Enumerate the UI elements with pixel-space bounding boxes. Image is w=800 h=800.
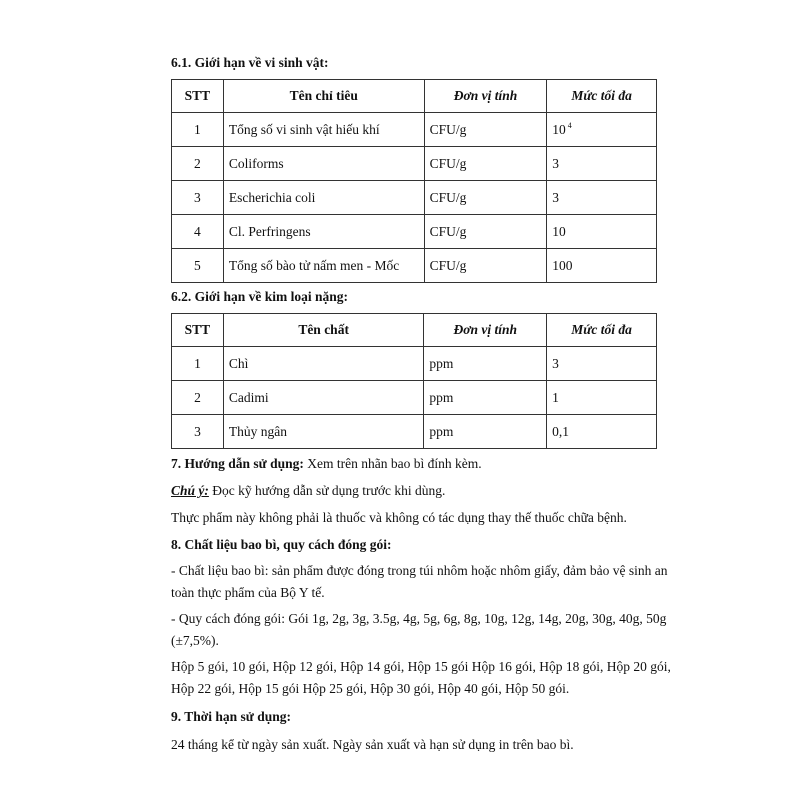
packing-spec-line-1: - Quy cách đóng gói: Gói 1g, 2g, 3g, 3.5g, 4g, 5g, 6g, 8g, 10g, 12g, 14g, 20g, 30g, 40g, 50g [171,611,667,626]
usage-note [171,483,445,499]
shelf-life-text: 24 tháng kể từ ngày sản xuất. Ngày sản xuất và hạn sử dụng in trên bao bì. [171,737,574,752]
cell-max: 100 [547,249,657,283]
usage-label: 7. Hướng dẫn sử dụng: [171,456,304,471]
packaging-material-line-1: - Chất liệu bao bì: sản phẩm được đóng trong túi nhôm hoặc nhôm giấy, đảm bảo vệ sinh an [171,563,668,578]
table-row [172,181,657,215]
cell-name: Cl. Perfringens [223,215,424,249]
cell-stt: 1 [172,347,224,381]
box-spec-line-1: Hộp 5 gói, 10 gói, Hộp 12 gói, Hộp 14 gói, Hộp 15 gói Hộp 16 gói, Hộp 18 gói, Hộp 20 gói, [171,659,671,674]
section-8-title: 8. Chất liệu bao bì, quy cách đóng gói: [171,537,392,552]
section-6-1-title: 6.1. Giới hạn về vi sinh vật: [171,55,329,70]
cell-name: Cadimi [223,381,423,415]
table-row [172,147,657,181]
header-name: Tên chỉ tiêu [223,80,424,113]
cell-stt: 5 [172,249,224,283]
cell-unit: CFU/g [424,181,547,215]
table-header-row [172,314,657,347]
table-row [172,381,657,415]
note-text: Đọc kỹ hướng dẫn sử dụng trước khi dùng. [208,483,446,498]
table-row [172,113,657,147]
header-stt: STT [172,80,224,113]
microbial-limits-table [171,79,657,283]
header-name: Tên chất [223,314,423,347]
cell-name: Coliforms [223,147,424,181]
box-spec-line-2: Hộp 22 gói, Hộp 15 gói Hộp 25 gói, Hộp 30 gói, Hộp 40 gói, Hộp 50 gói. [171,681,570,696]
cell-stt: 3 [172,181,224,215]
cell-max: 3 [547,347,657,381]
cell-name: Escherichia coli [223,181,424,215]
cell-unit: ppm [424,347,547,381]
max-base: 10 [552,122,566,137]
cell-stt: 1 [172,113,224,147]
table-row [172,215,657,249]
cell-unit: CFU/g [424,113,547,147]
table-row [172,415,657,449]
cell-max: 3 [547,147,657,181]
table-header-row [172,80,657,113]
header-unit: Đơn vị tính [424,314,547,347]
cell-unit: CFU/g [424,147,547,181]
cell-stt: 2 [172,147,224,181]
note-label: Chú ý: [171,483,209,498]
cell-stt: 4 [172,215,224,249]
header-max: Mức tối đa [547,314,657,347]
cell-name: Tổng số bào tử nấm men - Mốc [223,249,424,283]
cell-max: 1 [547,381,657,415]
cell-unit: CFU/g [424,249,547,283]
header-stt: STT [172,314,224,347]
cell-stt: 3 [172,415,224,449]
cell-max: 0,1 [547,415,657,449]
cell-name: Tổng số vi sinh vật hiếu khí [223,113,424,147]
cell-unit: CFU/g [424,215,547,249]
cell-max [547,113,657,147]
max-exponent: 4 [567,121,572,130]
heavy-metal-limits-table [171,313,657,449]
cell-name: Thủy ngân [223,415,423,449]
cell-unit: ppm [424,381,547,415]
table-row [172,347,657,381]
disclaimer: Thực phẩm này không phải là thuốc và không có tác dụng thay thế thuốc chữa bệnh. [171,510,627,525]
packing-spec-line-2: (±7,5%). [171,633,219,648]
header-max: Mức tối đa [547,80,657,113]
cell-max: 3 [547,181,657,215]
packaging-material-line-2: toàn thực phẩm của Bộ Y tế. [171,585,325,600]
cell-stt: 2 [172,381,224,415]
section-6-2-title: 6.2. Giới hạn về kim loại nặng: [171,289,349,304]
cell-max: 10 [547,215,657,249]
section-9-title: 9. Thời hạn sử dụng: [171,709,292,724]
table-row [172,249,657,283]
usage-text: Xem trên nhãn bao bì đính kèm. [303,456,482,471]
cell-unit: ppm [424,415,547,449]
cell-name: Chì [223,347,423,381]
usage-instructions [171,456,482,472]
header-unit: Đơn vị tính [424,80,547,113]
